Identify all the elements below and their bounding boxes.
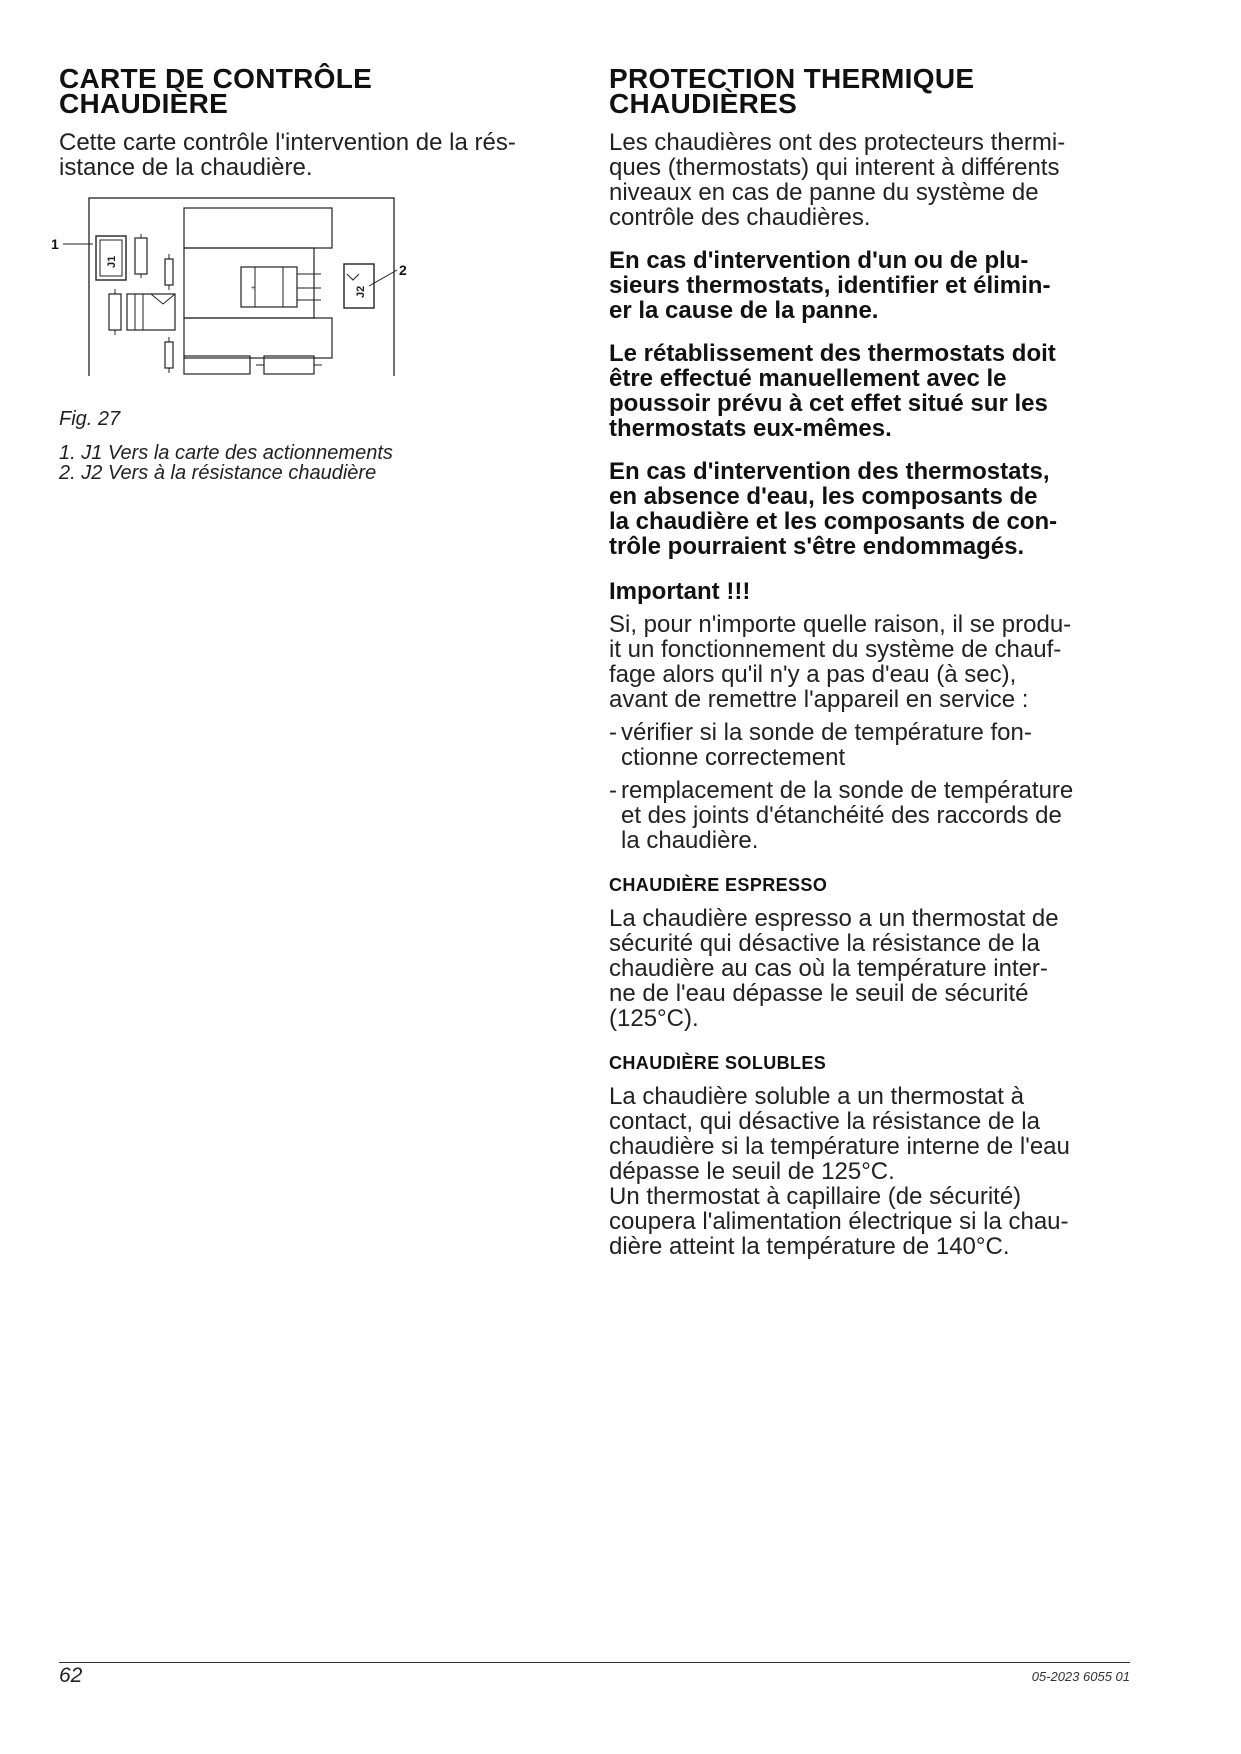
resistor-2	[165, 259, 173, 285]
paragraph-dry-run: Si, pour n'importe quelle raison, il se produ- it un fonctionnement du système de chauf- fage alors qu'il n'y a pas d'eau (à sec), avant de remettre l'appareil en service :	[609, 611, 1072, 713]
callout-2: 2	[399, 262, 407, 278]
central-block-top	[184, 208, 332, 248]
svg-text:+: +	[251, 285, 256, 292]
board-intro: Cette carte contrôle l'intervention de la rés- istance de la chaudière.	[59, 129, 516, 181]
control-board-diagram	[51, 196, 411, 376]
figure-legend	[59, 443, 579, 483]
list-item: - vérifier si la sonde de température fon- ctionne correctement	[609, 719, 1032, 771]
espresso-subheading: CHAUDIÈRE ESPRESSO	[609, 875, 828, 895]
document-code: 05-2023 6055 01	[1031, 1669, 1130, 1684]
important-heading: Important !!!	[609, 578, 751, 605]
solubles-subheading: CHAUDIÈRE SOLUBLES	[609, 1053, 827, 1073]
list-item: - remplacement de la sonde de température et des joints d'étanchéité des raccords de la chaudière.	[609, 777, 1074, 854]
warning-paragraph-1: En cas d'intervention d'un ou de plu- sieurs thermostats, identifier et élimin- er la cause de la panne.	[609, 247, 1051, 324]
right-column	[609, 63, 1139, 1260]
warning-paragraph-3: En cas d'intervention des thermostats, en absence d'eau, les composants de la chaudière et les composants de con- trôle pourraient s'être endommagés.	[609, 458, 1058, 560]
thermal-section-title: PROTECTION THERMIQUE CHAUDIÈRES	[609, 63, 975, 119]
figure-caption: Fig. 27	[59, 408, 121, 430]
j1-label: J1	[106, 255, 118, 268]
resistor-1	[135, 238, 147, 274]
legend-item-2: 2. J2 Vers à la résistance chaudière	[59, 462, 377, 484]
callout-1: 1	[51, 236, 59, 252]
j2-label: J2	[355, 285, 367, 298]
resistor-3	[109, 294, 121, 330]
central-block-bottom	[184, 318, 332, 358]
resistor-4	[165, 342, 173, 368]
footer-divider	[59, 1662, 1130, 1663]
paragraph-intro: Les chaudières ont des protecteurs thermi- ques (thermostats) qui interent à différents niveaux en cas de panne du système de contrôle des chaudières.	[609, 129, 1066, 231]
bottom-component-2	[264, 356, 314, 374]
legend-item-1: 1. J1 Vers la carte des actionnements	[59, 442, 393, 464]
left-column	[51, 63, 579, 484]
warning-paragraph-2: Le rétablissement des thermostats doit être effectué manuellement avec le poussoir prévu à cet effet situé sur les thermostats eux-mêmes.	[609, 340, 1056, 442]
relay	[241, 267, 297, 307]
bottom-component-1	[184, 356, 250, 374]
paragraph-espresso: La chaudière espresso a un thermostat de sécurité qui désactive la résistance de la chaudière au cas où la température inter- ne de l'eau dépasse le seuil de sécurité (125°C).	[609, 905, 1059, 1032]
board-section-title: CARTE DE CONTRÔLE CHAUDIÈRE	[59, 63, 373, 119]
paragraph-solubles: La chaudière soluble a un thermostat à contact, qui désactive la résistance de la chaudière si la température interne de l'eau dépasse le seuil de 125°C. Un thermostat à capillaire (de sécurité) coupera l'alimentation électrique si la chau- dière atteint la température de 140°C.	[609, 1083, 1070, 1260]
callout-2-leader	[369, 270, 397, 286]
page-number: 62	[59, 1664, 83, 1687]
